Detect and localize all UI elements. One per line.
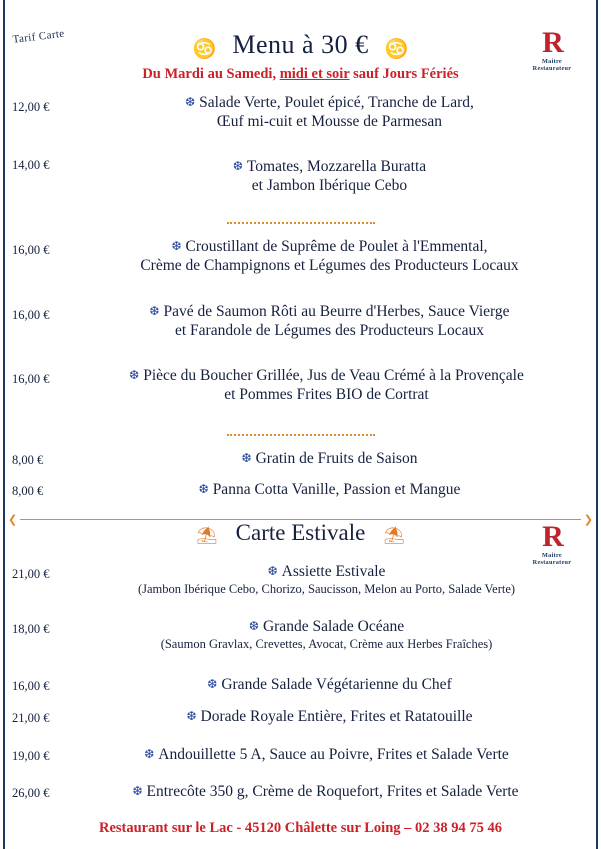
carte-item xyxy=(0,708,601,727)
logo-line2: Restaurateur xyxy=(532,65,572,73)
menu-item xyxy=(0,158,601,196)
flower-bullet-icon: ❆ xyxy=(132,784,143,798)
carte-item xyxy=(0,746,601,765)
menu-subtitle xyxy=(0,66,601,83)
parasol-right-icon: ⛱ xyxy=(383,526,405,546)
menu-item xyxy=(0,481,601,500)
flower-bullet-icon: ❆ xyxy=(241,451,252,465)
item-line-2: et Jambon Ibérique Cebo xyxy=(251,176,408,194)
menu-item xyxy=(0,367,601,405)
arrow-right-icon: ❯ xyxy=(583,513,593,526)
corner-label: Tarif Carte xyxy=(12,27,66,46)
logo-line2: Restaurateur xyxy=(532,559,572,567)
item-line-1: Andouillette 5 A, Sauce au Poivre, Frites et Salade Verte xyxy=(158,746,509,763)
parasol-left-icon: ⛱ xyxy=(196,526,218,546)
item-price: 14,00 € xyxy=(12,158,50,172)
item-price: 19,00 € xyxy=(12,749,50,763)
ornament-left-icon: ♋ xyxy=(192,39,217,61)
item-price: 12,00 € xyxy=(12,100,50,114)
flower-bullet-icon: ❆ xyxy=(144,747,155,761)
item-line-1: Croustillant de Suprême de Poulet à l'Emmental, xyxy=(185,238,488,255)
flower-bullet-icon: ❆ xyxy=(248,619,259,633)
flower-bullet-icon: ❆ xyxy=(185,95,196,109)
item-line-1: Panna Cotta Vanille, Passion et Mangue xyxy=(212,481,461,498)
carte-title-row xyxy=(0,520,601,546)
subtitle-before: Du Mardi au Samedi, xyxy=(142,66,280,82)
menu-title-row xyxy=(0,26,601,61)
flower-bullet-icon: ❆ xyxy=(171,239,182,253)
item-price: 16,00 € xyxy=(12,372,50,386)
flower-bullet-icon: ❆ xyxy=(198,482,209,496)
item-price: 16,00 € xyxy=(12,308,50,322)
subtitle-underlined: midi et soir xyxy=(279,66,350,82)
item-line-1: Salade Verte, Poulet épicé, Tranche de Lard, xyxy=(199,94,474,111)
item-price: 21,00 € xyxy=(12,567,50,581)
item-line-1: Pièce du Boucher Grillée, Jus de Veau Crémé à la Provençale xyxy=(143,367,524,384)
item-line-2: et Pommes Frites BIO de Cortrat xyxy=(224,385,429,403)
item-line-1: Pavé de Saumon Rôti au Beurre d'Herbes, Sauce Vierge xyxy=(163,303,510,320)
flower-bullet-icon: ❆ xyxy=(207,677,218,691)
menu-title: Menu à 30 € xyxy=(232,30,369,59)
item-price: 18,00 € xyxy=(12,622,50,636)
item-price: 16,00 € xyxy=(12,243,50,257)
item-line-1: Grande Salade Végétarienne du Chef xyxy=(221,676,452,693)
carte-item xyxy=(0,618,601,653)
item-line-1: Grande Salade Océane xyxy=(262,618,405,635)
flower-bullet-icon: ❆ xyxy=(232,159,243,173)
menu-item xyxy=(0,238,601,276)
flower-bullet-icon: ❆ xyxy=(267,564,278,578)
carte-item xyxy=(0,563,601,598)
item-line-1: Assiette Estivale xyxy=(281,563,386,580)
carte-item xyxy=(0,676,601,695)
item-line-1: Dorade Royale Entière, Frites et Ratatouille xyxy=(200,708,473,725)
item-price: 8,00 € xyxy=(12,484,44,498)
carte-title: Carte Estivale xyxy=(235,520,366,545)
ornament-right-icon: ♋ xyxy=(384,39,409,61)
divider-dotted xyxy=(227,434,375,438)
flower-bullet-icon: ❆ xyxy=(129,368,140,382)
footer-contact: Restaurant sur le Lac - 45120 Châlette sur Loing – 02 38 94 75 46 xyxy=(98,820,503,836)
item-line-2: Crème de Champignons et Légumes des Producteurs Locaux xyxy=(140,256,519,274)
item-line-2: (Saumon Gravlax, Crevettes, Avocat, Crème aux Herbes Fraîches) xyxy=(160,636,493,651)
item-price: 21,00 € xyxy=(12,711,50,725)
item-line-2: et Farandole de Légumes des Producteurs Locaux xyxy=(174,321,485,339)
carte-item xyxy=(0,783,601,802)
logo-mark: R xyxy=(542,520,562,553)
flower-bullet-icon: ❆ xyxy=(186,709,197,723)
subtitle-after: sauf Jours Fériés xyxy=(349,66,459,82)
menu-item xyxy=(0,94,601,132)
menu-item xyxy=(0,303,601,341)
item-line-1: Gratin de Fruits de Saison xyxy=(255,450,418,467)
item-line-1: Tomates, Mozzarella Buratta xyxy=(246,158,427,175)
flower-bullet-icon: ❆ xyxy=(149,304,160,318)
logo-line1: Maitre xyxy=(542,58,562,65)
menu-item xyxy=(0,450,601,469)
logo-mark: R xyxy=(542,26,562,59)
item-line-1: Entrecôte 350 g, Crème de Roquefort, Frites et Salade Verte xyxy=(146,783,519,800)
divider-dotted xyxy=(227,222,375,226)
item-price: 8,00 € xyxy=(12,453,44,467)
item-line-2: Œuf mi-cuit et Mousse de Parmesan xyxy=(216,112,443,130)
item-price: 16,00 € xyxy=(12,679,50,693)
logo-line1: Maitre xyxy=(542,552,562,559)
arrow-left-icon: ❮ xyxy=(8,513,18,526)
item-line-2: (Jambon Ibérique Cebo, Chorizo, Saucisson, Melon au Porto, Salade Verte) xyxy=(137,581,516,596)
item-price: 26,00 € xyxy=(12,786,50,800)
